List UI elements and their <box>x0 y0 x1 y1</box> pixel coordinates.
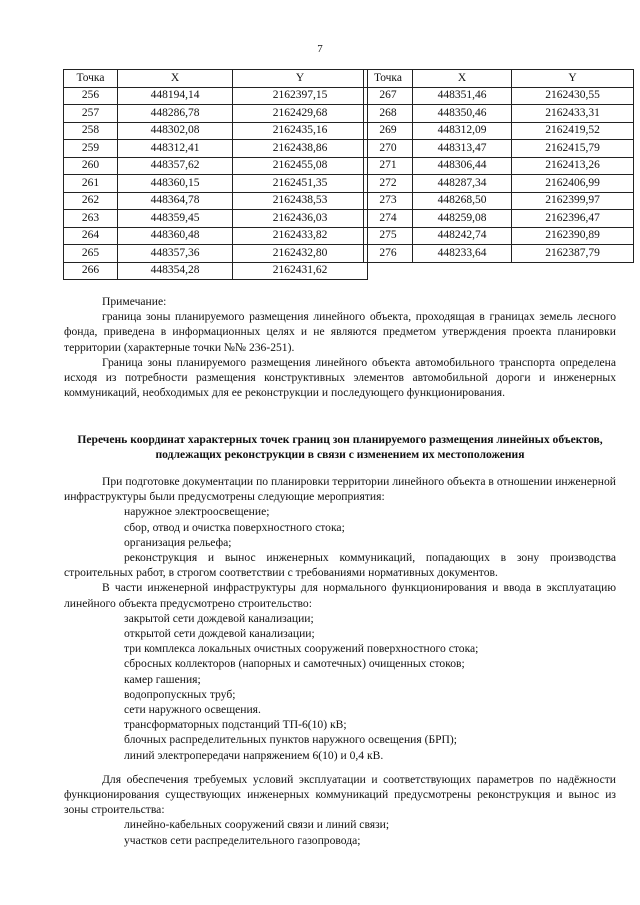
point-number-cell: 266 <box>64 262 118 280</box>
point-number-cell: 272 <box>364 175 413 193</box>
note-paragraph-2: Граница зоны планируемого размещения линейного объекта автомобильного транспорта определена исходя из потребности размещения конструктивных элементов автомобильной дороги и инженерных коммуникаций, необходимых для ее реконструкции и последующего функционирования. <box>64 355 616 400</box>
x-coordinate-cell: 448357,36 <box>118 245 233 263</box>
y-coordinate-cell: 2162396,47 <box>512 210 634 228</box>
y-coordinate-cell: 2162406,99 <box>512 175 634 193</box>
x-coordinate-cell: 448313,47 <box>413 140 512 158</box>
point-number-cell: 275 <box>364 227 413 245</box>
y-coordinate-cell: 2162419,52 <box>512 122 634 140</box>
x-coordinate-cell: 448312,09 <box>413 122 512 140</box>
y-coordinate-cell: 2162397,15 <box>233 87 368 105</box>
x-coordinate-cell: 448242,74 <box>413 227 512 245</box>
list-item-long: реконструкция и вынос инженерных коммуникаций, попадающих в зону производства строительных работ, в строгом соответствии с требованиями нормативных документов. <box>64 551 616 580</box>
point-number-cell: 259 <box>64 140 118 158</box>
table-row <box>64 227 368 245</box>
table-row <box>364 122 634 140</box>
table-row <box>64 105 368 123</box>
y-coordinate-cell: 2162438,86 <box>233 140 368 158</box>
y-coordinate-cell: 2162435,16 <box>233 122 368 140</box>
point-number-cell: 258 <box>64 122 118 140</box>
x-coordinate-cell: 448312,41 <box>118 140 233 158</box>
point-number-cell: 271 <box>364 157 413 175</box>
x-coordinate-cell: 448302,08 <box>118 122 233 140</box>
column-header-x: X <box>118 70 233 88</box>
column-header-point: Точка <box>364 70 413 88</box>
column-header-x: X <box>413 70 512 88</box>
body-section <box>64 474 616 848</box>
coordinates-table-left <box>63 69 368 280</box>
table-row <box>64 210 368 228</box>
y-coordinate-cell: 2162451,35 <box>233 175 368 193</box>
x-coordinate-cell: 448354,28 <box>118 262 233 280</box>
y-coordinate-cell: 2162433,82 <box>233 227 368 245</box>
point-number-cell: 262 <box>64 192 118 210</box>
table-row <box>364 245 634 263</box>
point-number-cell: 256 <box>64 87 118 105</box>
x-coordinate-cell: 448286,78 <box>118 105 233 123</box>
table-row <box>364 105 634 123</box>
list-item: трансформаторных подстанций ТП-6(10) кВ; <box>124 718 347 732</box>
point-number-cell: 276 <box>364 245 413 263</box>
table-right-body <box>364 87 634 262</box>
table-row <box>364 175 634 193</box>
x-coordinate-cell: 448350,46 <box>413 105 512 123</box>
y-coordinate-cell: 2162455,08 <box>233 157 368 175</box>
y-coordinate-cell: 2162413,26 <box>512 157 634 175</box>
y-coordinate-cell: 2162438,53 <box>233 192 368 210</box>
list-item: камер гашения; <box>124 672 201 686</box>
list-item: сети наружного освещения. <box>124 703 261 717</box>
list-item: блочных распределительных пунктов наружного освещения (БРП); <box>124 733 458 747</box>
list-item: сбор, отвод и очистка поверхностного стока; <box>124 520 345 534</box>
list-item: линий электропередачи напряжением 6(10) и 0,4 кВ. <box>124 748 384 762</box>
list-item: линейно-кабельных сооружений связи и линий связи; <box>124 818 390 832</box>
point-number-cell: 267 <box>364 87 413 105</box>
y-coordinate-cell: 2162387,79 <box>512 245 634 263</box>
point-number-cell: 260 <box>64 157 118 175</box>
y-coordinate-cell: 2162415,79 <box>512 140 634 158</box>
x-coordinate-cell: 448259,08 <box>413 210 512 228</box>
table-row <box>64 140 368 158</box>
page-number: 7 <box>317 43 323 55</box>
point-number-cell: 261 <box>64 175 118 193</box>
column-header-y: Y <box>512 70 634 88</box>
table-row <box>364 140 634 158</box>
x-coordinate-cell: 448233,64 <box>413 245 512 263</box>
intro-paragraph: При подготовке документации по планировки территории линейного объекта в отношении инженерной инфраструктуры были предусмотрены следующие мероприятия: <box>64 475 616 504</box>
x-coordinate-cell: 448360,48 <box>118 227 233 245</box>
coordinates-table-right <box>363 69 634 263</box>
y-coordinate-cell: 2162433,31 <box>512 105 634 123</box>
table-left-body <box>64 87 368 280</box>
x-coordinate-cell: 448359,45 <box>118 210 233 228</box>
table-row <box>364 87 634 105</box>
table-row <box>364 227 634 245</box>
y-coordinate-cell: 2162430,55 <box>512 87 634 105</box>
note-paragraph-1: граница зоны планируемого размещения линейного объекта, проходящая в границах земель лесного фонда, приведена в информационных целях и не являются предметом утверждения проекта планировки территории (характерные точки №№ 236-251). <box>64 310 616 354</box>
y-coordinate-cell: 2162436,03 <box>233 210 368 228</box>
x-coordinate-cell: 448360,15 <box>118 175 233 193</box>
table-row <box>64 245 368 263</box>
point-number-cell: 269 <box>364 122 413 140</box>
list-item: наружное электроосвещение; <box>124 505 270 519</box>
table-header-row <box>364 70 634 88</box>
y-coordinate-cell: 2162429,68 <box>233 105 368 123</box>
table-row <box>64 87 368 105</box>
list-item: организация рельефа; <box>124 535 232 549</box>
note-title: Примечание: <box>102 295 167 308</box>
point-number-cell: 257 <box>64 105 118 123</box>
x-coordinate-cell: 448268,50 <box>413 192 512 210</box>
x-coordinate-cell: 448351,46 <box>413 87 512 105</box>
y-coordinate-cell: 2162432,80 <box>233 245 368 263</box>
y-coordinate-cell: 2162399,97 <box>512 192 634 210</box>
column-header-point: Точка <box>64 70 118 88</box>
table-row <box>364 192 634 210</box>
point-number-cell: 268 <box>364 105 413 123</box>
table-row <box>64 262 368 280</box>
list-item: закрытой сети дождевой канализации; <box>124 611 314 625</box>
y-coordinate-cell: 2162390,89 <box>512 227 634 245</box>
notes-section <box>64 294 616 400</box>
table-row <box>64 122 368 140</box>
section-heading: Перечень координат характерных точек границ зон планируемого размещения линейных объектов, подлежащих реконструкции в связи с изменением их местоположения <box>77 433 603 462</box>
table-row <box>364 157 634 175</box>
table-row <box>64 175 368 193</box>
table-row <box>64 157 368 175</box>
x-coordinate-cell: 448364,78 <box>118 192 233 210</box>
table-row <box>364 210 634 228</box>
paragraph-2: В части инженерной инфраструктуры для нормального функционирования и ввода в эксплуатацию линейного объекта предусмотрено строительство: <box>64 581 616 610</box>
point-number-cell: 274 <box>364 210 413 228</box>
paragraph-3: Для обеспечения требуемых условий эксплуатации и соответствующих параметров по надёжности функционирования существующих инженерных коммуникаций предусмотрены реконструкция и вынос из зоны строительства: <box>64 772 616 817</box>
list-item: участков сети распределительного газопровода; <box>124 833 361 847</box>
point-number-cell: 265 <box>64 245 118 263</box>
table-header-row <box>64 70 368 88</box>
y-coordinate-cell: 2162431,62 <box>233 262 368 280</box>
x-coordinate-cell: 448357,62 <box>118 157 233 175</box>
list-item: водопропускных труб; <box>124 687 236 701</box>
column-header-y: Y <box>233 70 368 88</box>
list-item: открытой сети дождевой канализации; <box>124 627 315 641</box>
x-coordinate-cell: 448287,34 <box>413 175 512 193</box>
point-number-cell: 270 <box>364 140 413 158</box>
x-coordinate-cell: 448194,14 <box>118 87 233 105</box>
x-coordinate-cell: 448306,44 <box>413 157 512 175</box>
point-number-cell: 273 <box>364 192 413 210</box>
point-number-cell: 264 <box>64 227 118 245</box>
point-number-cell: 263 <box>64 210 118 228</box>
list-item: сбросных коллекторов (напорных и самотечных) очищенных стоков; <box>124 657 465 671</box>
list-item: три комплекса локальных очистных сооружений поверхностного стока; <box>124 642 479 656</box>
table-row <box>64 192 368 210</box>
